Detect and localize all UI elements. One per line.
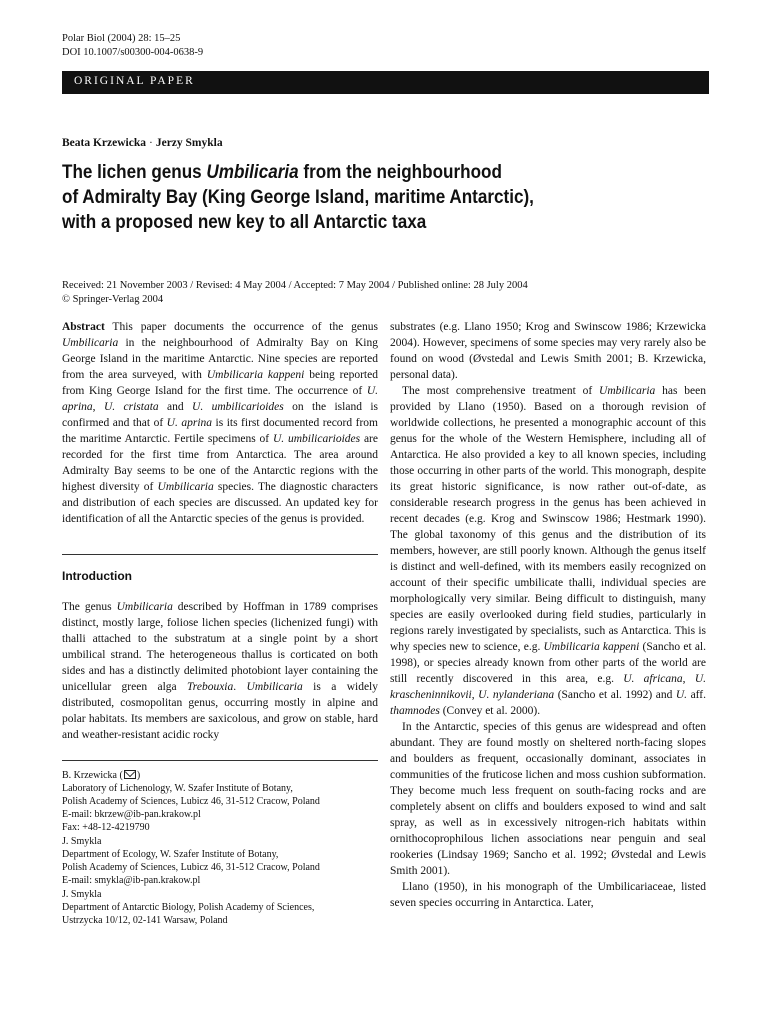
title-line-3: with a proposed new key to all Antarctic taxa	[62, 212, 427, 233]
affiliation-3: J. Smykla Department of Antarctic Biology, Polish Academy of Sciences, Ustrzycka 10/12, 02-141 Warsaw, Poland	[62, 889, 315, 926]
paragraph-llano-treatment: The most comprehensive treatment of Umbilicaria has been provided by Llano (1950). Based on a thorough revision of worldwide collections, he presented a monographic account of this genus for the whole of the Western Hemisphere, including all of Antarctica. He also provided a key to all known species, including those occurring in other parts of the world. This monograph, despite its great historic significance, is now rather out-of-date, as considerable research progress in the genus has been achieved in recent decades (e.g. Krog and Swinscow 1986; Hestmark 1990). The global taxonomy of this genus and the distribution of its members, however, are still poorly known. Although the genus itself is distinct and well-defined, with its members easily recognized on account of their specific umbilicate thalli, individual species are morphologically very similar. Being difficult to distinguish, many species are easily overlooked during field studies, particularly in regions rarely investigated by specialists, such as Antarctica. This is why species new to science, e.g. Umbilicaria kappeni (Sancho et al. 1998), or species already known from other parts of the world are still recently discovered in this area, e.g. U. africana, U. krascheninnikovii, U. nylanderiana (Sancho et al. 1992) and U. aff. thamnodes (Convey et al. 2000).	[390, 385, 707, 717]
introduction-paragraph: The genus Umbilicaria described by Hoffman in 1789 comprises distinct, mostly large, foliose lichen species (lichenized fungi) with thalli attached to the substratum at a single point by a short umbilical strand. The heterogeneous thallus is corticated on both sides and has a distinctly delimited photobiont layer containing the unicellular green alga Trebouxia. Umbilicaria is a widely distributed, cosmopolitan genus, occurring mostly in alpine and polar habitats. Its members are saxicolous, and grow on stable, hard and weather-resistant acidic rocky	[62, 601, 378, 741]
title-line-1: The lichen genus Umbilicaria from the neighbourhood	[62, 162, 502, 183]
fax-1: Fax: +48-12-4219790	[62, 822, 150, 833]
abstract-label: Abstract	[62, 321, 105, 333]
doi-line: DOI 10.1007/s00300-004-0638-9	[62, 47, 204, 58]
left-column	[62, 319, 378, 527]
history-line: Received: 21 November 2003 / Revised: 4 May 2004 / Accepted: 7 May 2004 / Published online: 28 July 2004	[62, 280, 528, 291]
article-type-label: ORIGINAL PAPER	[74, 75, 195, 87]
article-title	[62, 160, 647, 235]
author-2: Jerzy Smykla	[155, 137, 223, 149]
right-column	[390, 319, 706, 911]
author-separator: ·	[149, 137, 153, 149]
journal-citation	[62, 32, 203, 60]
abstract: Abstract This paper documents the occurrence of the genus Umbilicaria in the neighbourhood of Admiralty Bay on King George Island in the maritime Antarctic. Nine species are reported from the area surveyed, with Umbilicaria kappeni being reported from King George Island for the first time. The occurrence of U. aprina, U. cristata and U. umbilicarioides on the island is confirmed and that of U. aprina is its first documented record from the maritime Antarctic. Fertile specimens of U. umbilicarioides are recorded for the first time from Antarctica. The area around Admiralty Bay seems to be one of the Antarctic regions with the highest diversity of Umbilicaria species. The diagnostic characters and distribution of each species are discussed. An updated key for identification of all the Antarctic species of the genus is provided.	[62, 321, 378, 525]
article-type-banner	[62, 71, 709, 94]
title-line-2: of Admiralty Bay (King George Island, maritime Antarctic),	[62, 187, 534, 208]
copyright-line: © Springer-Verlag 2004	[62, 294, 164, 305]
author-line	[62, 137, 223, 149]
footnote-divider	[62, 760, 378, 761]
section-heading-introduction: Introduction	[62, 569, 132, 583]
email-2[interactable]: E-mail: smykla@ib-pan.krakow.pl	[62, 875, 201, 886]
affiliation-2: J. Smykla Department of Ecology, W. Szafer Institute of Botany, Polish Academy of Sciences, Lubicz 46, 31-512 Cracow, Poland E-mail: smykla@ib-pan.krakow.pl	[62, 835, 378, 887]
paragraph-antarctic-distribution: In the Antarctic, species of this genus are widespread and often abundant. They are found mostly on sheltered north-facing slopes and boulders as frequent, occasionally dominant, associates in communities of the fruticose lichen and moss cushion subformation. They become much less frequent on south-facing rocks and are completely absent on cliffs and boulders exposed to wind and salt spray, as well as in excessively nitrogen-rich habitats within ornithocoprophilous lichen associations near penguin and seal rookeries (Lindsay 1969; Sancho et al. 1992; Øvstedal and Lewis Smith 2001).	[390, 721, 706, 877]
abstract-divider	[62, 554, 378, 555]
email-1[interactable]: E-mail: bkrzew@ib-pan.krakow.pl	[62, 809, 201, 820]
paragraph-llano-species: Llano (1950), in his monograph of the Umbilicariaceae, listed seven species occurring in Antarctica. Later,	[390, 881, 706, 909]
paragraph-substrates: substrates (e.g. Llano 1950; Krog and Swinscow 1986; Krzewicka 2004). However, specimens of some species may very rarely also be found on wood (Øvstedal and Lewis Smith 2001; B. Krzewicka, personal data).	[390, 321, 706, 381]
publication-dates	[62, 279, 528, 307]
introduction-text	[62, 599, 378, 743]
journal-line: Polar Biol (2004) 28: 15–25	[62, 33, 181, 44]
author-1: Beata Krzewicka	[62, 137, 146, 149]
envelope-icon	[124, 770, 136, 779]
affiliation-1: B. Krzewicka ( ) Laboratory of Lichenology, W. Szafer Institute of Botany, Polish Academy of Sciences, Lubicz 46, 31-512 Cracow, Poland E-mail: bkrzew@ib-pan.krakow.pl Fax: +48-12-4219790	[62, 769, 378, 834]
